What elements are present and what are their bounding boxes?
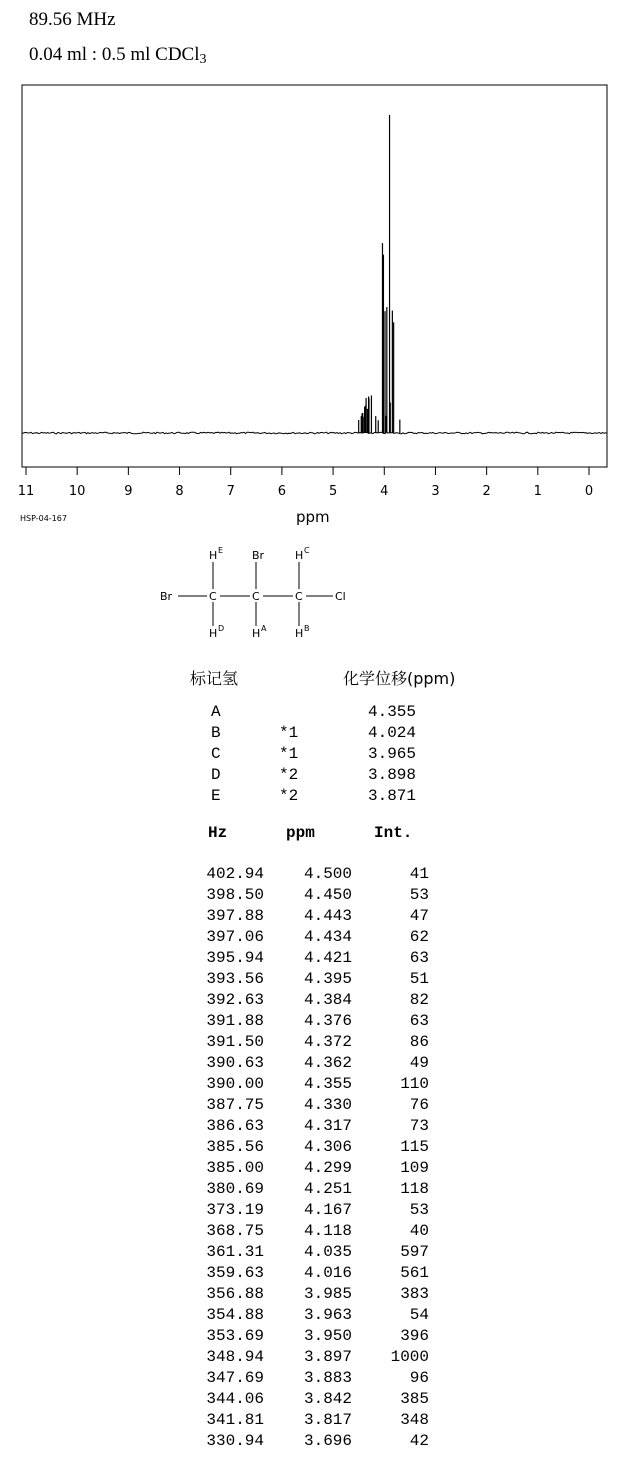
spectrum-code: HSP-04-167 xyxy=(20,514,67,523)
peak-row-ppm: 3.963 xyxy=(303,1306,352,1324)
x-tick-label: 5 xyxy=(328,484,338,499)
peak-row-hz: 390.63 xyxy=(206,1054,264,1072)
peak-row-int: 115 xyxy=(400,1138,429,1156)
x-tick-label: 3 xyxy=(431,484,440,499)
structure-top-2: Br xyxy=(252,549,265,562)
x-tick-label: 4 xyxy=(380,484,389,499)
peak-row-int: 561 xyxy=(400,1264,429,1282)
peak-row-ppm: 4.384 xyxy=(303,991,352,1009)
shift-row-note: *2 xyxy=(279,787,299,805)
solvent-text: 0.04 ml : 0.5 ml CDCl xyxy=(29,44,200,65)
peak-row-int: 49 xyxy=(409,1054,429,1072)
peak-row-int: 47 xyxy=(409,907,429,925)
peak-row-hz: 402.94 xyxy=(206,865,264,883)
structure-bottom-2: H xyxy=(252,627,261,640)
x-tick-label: 11 xyxy=(17,484,35,499)
shift-row-note: *1 xyxy=(279,745,299,763)
peak-row-int: 96 xyxy=(409,1369,429,1387)
peak-header-int: Int. xyxy=(374,824,413,842)
structure-right-atom: Cl xyxy=(335,590,346,603)
peak-row-ppm: 4.299 xyxy=(303,1159,352,1177)
peak-row-int: 86 xyxy=(409,1033,429,1051)
peak-row-hz: 393.56 xyxy=(206,970,264,988)
peak-row-int: 53 xyxy=(409,886,429,904)
peak-row-ppm: 4.362 xyxy=(303,1054,352,1072)
structure-top-1-label: E xyxy=(218,546,224,555)
peak-row-ppm: 4.251 xyxy=(303,1180,352,1198)
peak-row-hz: 387.75 xyxy=(206,1096,264,1114)
peak-row-int: 51 xyxy=(409,970,429,988)
peak-row-hz: 397.88 xyxy=(206,907,264,925)
structure-bottom-2-label: A xyxy=(261,624,267,633)
peak-row-ppm: 4.421 xyxy=(303,949,352,967)
peak-row-ppm: 4.330 xyxy=(303,1096,352,1114)
peak-row-hz: 359.63 xyxy=(206,1264,264,1282)
structure-top-1: H xyxy=(209,549,218,562)
peak-row-int: 54 xyxy=(409,1306,429,1324)
peak-row-hz: 386.63 xyxy=(206,1117,264,1135)
shift-row-value: 3.871 xyxy=(368,787,417,805)
shift-row-value: 4.355 xyxy=(368,703,417,721)
spectrum-baseline xyxy=(22,432,607,434)
x-tick-label: 9 xyxy=(124,484,133,499)
peak-row-hz: 348.94 xyxy=(206,1348,264,1366)
peak-row-hz: 390.00 xyxy=(206,1075,264,1093)
peak-row-ppm: 4.443 xyxy=(303,907,352,925)
peak-row-int: 63 xyxy=(409,949,429,967)
peak-row-hz: 361.31 xyxy=(206,1243,264,1261)
structure-bottom-1-label: D xyxy=(218,624,225,633)
shift-row-label: B xyxy=(211,724,221,742)
x-axis-ticks xyxy=(18,467,593,499)
peak-row-hz: 373.19 xyxy=(206,1201,264,1219)
peak-row-hz: 385.56 xyxy=(206,1138,264,1156)
peak-row-ppm: 3.817 xyxy=(303,1411,352,1429)
peak-row-int: 110 xyxy=(400,1075,429,1093)
peak-row-ppm: 4.016 xyxy=(303,1264,352,1282)
shift-row-note: *2 xyxy=(279,766,299,784)
x-tick-label: 1 xyxy=(533,484,542,499)
peak-row-hz: 341.81 xyxy=(206,1411,264,1429)
peak-row-int: 82 xyxy=(409,991,429,1009)
peak-row-ppm: 4.035 xyxy=(303,1243,352,1261)
shift-row-value: 3.965 xyxy=(368,745,417,763)
structure-top-3: H xyxy=(295,549,304,562)
x-tick-label: 0 xyxy=(584,484,594,499)
structure-bottom-3: H xyxy=(295,627,304,640)
structure-carbon-1: C xyxy=(209,590,217,603)
shift-row-label: C xyxy=(211,745,221,763)
peak-row-ppm: 3.696 xyxy=(303,1432,352,1450)
peak-row-hz: 398.50 xyxy=(206,886,264,904)
peak-row-ppm: 4.306 xyxy=(303,1138,352,1156)
structure-top-3-label: C xyxy=(304,546,310,555)
structure-left-atom: Br xyxy=(160,590,173,603)
peak-row-int: 63 xyxy=(409,1012,429,1030)
x-tick-label: 6 xyxy=(277,484,287,499)
peak-row-hz: 391.88 xyxy=(206,1012,264,1030)
peak-row-hz: 395.94 xyxy=(206,949,264,967)
shift-row-label: A xyxy=(211,703,221,721)
structure-bottom-1: H xyxy=(209,627,218,640)
peak-row-int: 53 xyxy=(409,1201,429,1219)
peak-row-int: 1000 xyxy=(390,1348,429,1366)
peak-row-int: 73 xyxy=(409,1117,429,1135)
peak-row-hz: 368.75 xyxy=(206,1222,264,1240)
peak-row-ppm: 4.434 xyxy=(303,928,352,946)
peak-row-int: 109 xyxy=(400,1159,429,1177)
peak-row-int: 597 xyxy=(400,1243,429,1261)
shift-header-label: 标记氢 xyxy=(190,669,239,688)
peak-row-hz: 344.06 xyxy=(206,1390,264,1408)
molecular-structure xyxy=(150,540,370,640)
peak-row-int: 62 xyxy=(409,928,429,946)
peak-row-int: 41 xyxy=(409,865,429,883)
peak-row-ppm: 4.500 xyxy=(303,865,352,883)
peak-row-int: 118 xyxy=(400,1180,429,1198)
nmr-spectrum-chart xyxy=(0,0,626,505)
peak-row-int: 383 xyxy=(400,1285,429,1303)
peak-row-ppm: 3.842 xyxy=(303,1390,352,1408)
structure-carbon-3: C xyxy=(295,590,303,603)
peak-row-ppm: 4.395 xyxy=(303,970,352,988)
shift-row-label: E xyxy=(211,787,221,805)
shift-row-value: 3.898 xyxy=(368,766,417,784)
spectrometer-frequency: 89.56 MHz xyxy=(29,9,116,30)
peak-header-hz: Hz xyxy=(208,824,228,842)
peak-row-hz: 356.88 xyxy=(206,1285,264,1303)
peak-row-hz: 397.06 xyxy=(206,928,264,946)
peak-row-ppm: 3.950 xyxy=(303,1327,352,1345)
structure-bottom-3-label: B xyxy=(304,624,310,633)
peak-row-ppm: 3.883 xyxy=(303,1369,352,1387)
peak-row-int: 385 xyxy=(400,1390,429,1408)
peak-row-hz: 380.69 xyxy=(206,1180,264,1198)
peak-row-hz: 347.69 xyxy=(206,1369,264,1387)
peak-row-int: 40 xyxy=(409,1222,429,1240)
spectrum-peaks xyxy=(359,115,400,433)
shift-row-note: *1 xyxy=(279,724,299,742)
peak-row-ppm: 4.118 xyxy=(303,1222,352,1240)
peak-row-hz: 353.69 xyxy=(206,1327,264,1345)
plot-frame xyxy=(22,85,607,467)
structure-carbon-2: C xyxy=(252,590,260,603)
peak-row-ppm: 4.355 xyxy=(303,1075,352,1093)
peak-header-ppm: ppm xyxy=(286,824,315,842)
peak-row-ppm: 4.167 xyxy=(303,1201,352,1219)
peak-row-ppm: 4.372 xyxy=(303,1033,352,1051)
peak-row-hz: 354.88 xyxy=(206,1306,264,1324)
peak-row-int: 348 xyxy=(400,1411,429,1429)
peak-row-hz: 392.63 xyxy=(206,991,264,1009)
peak-row-int: 76 xyxy=(409,1096,429,1114)
shift-header-ppm: 化学位移(ppm) xyxy=(343,669,456,688)
x-tick-label: 8 xyxy=(175,484,184,499)
peak-row-ppm: 4.317 xyxy=(303,1117,352,1135)
peak-row-hz: 391.50 xyxy=(206,1033,264,1051)
peak-row-int: 396 xyxy=(400,1327,429,1345)
shift-row-value: 4.024 xyxy=(368,724,417,742)
peak-row-ppm: 3.985 xyxy=(303,1285,352,1303)
peak-row-ppm: 3.897 xyxy=(303,1348,352,1366)
shift-row-label: D xyxy=(211,766,221,784)
x-tick-label: 2 xyxy=(482,484,491,499)
x-tick-label: 10 xyxy=(68,484,86,499)
peak-row-int: 42 xyxy=(409,1432,429,1450)
peak-row-ppm: 4.450 xyxy=(303,886,352,904)
x-tick-label: 7 xyxy=(226,484,235,499)
peak-row-ppm: 4.376 xyxy=(303,1012,352,1030)
peak-row-hz: 330.94 xyxy=(206,1432,264,1450)
peak-row-hz: 385.00 xyxy=(206,1159,264,1177)
solvent-subscript: 3 xyxy=(199,52,207,67)
x-axis-label: ppm xyxy=(296,508,330,526)
